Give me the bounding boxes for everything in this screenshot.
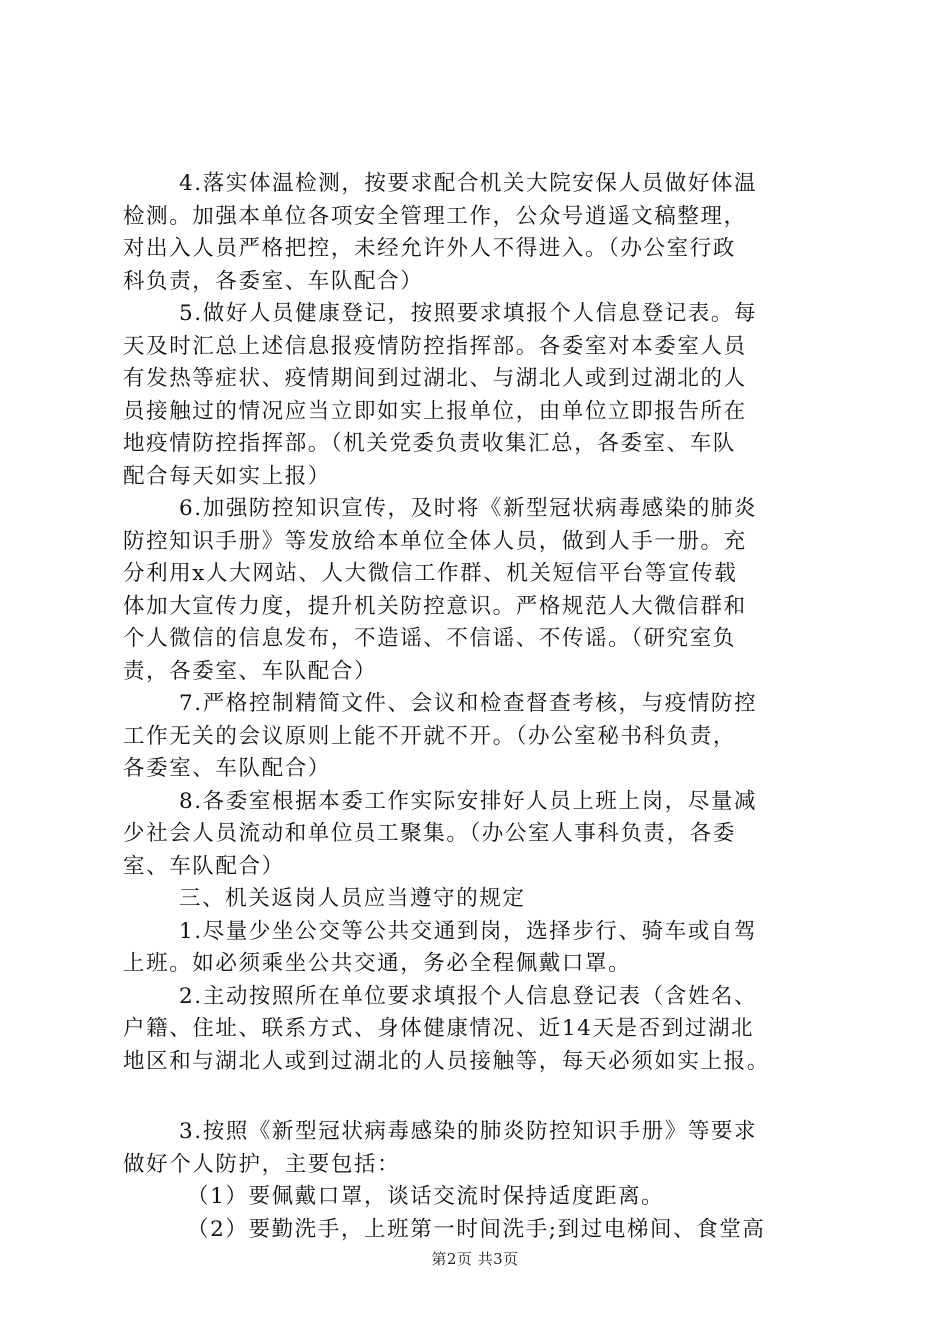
paragraph-line: 天及时汇总上述信息报疫情防控指挥部。各委室对本委室人员	[123, 333, 747, 359]
paragraph-line: 3.按照《新型冠状病毒感染的肺炎防控知识手册》等要求	[179, 1119, 758, 1144]
paragraph-line: 科负责，各委室、车队配合）	[123, 268, 424, 294]
paragraph-line: 员接触过的情况应当立即如实上报单位，由单位立即报告所在	[123, 398, 747, 424]
paragraph-line: 工作无关的会议原则上能不开就不开。（办公室秘书科负责，	[123, 723, 736, 749]
paragraph-line: 6.加强防控知识宣传，及时将《新型冠状病毒感染的肺炎	[179, 496, 758, 521]
paragraph-line: 配合每天如实上报）	[123, 463, 331, 489]
paragraph-line: 室、车队配合）	[123, 853, 285, 879]
paragraph-line: 地区和与湖北人或到过湖北的人员接触等，每天必须如实上报。	[123, 1048, 770, 1074]
paragraph-line: 地疫情防控指挥部。（机关党委负责收集汇总，各委室、车队	[123, 431, 736, 456]
paragraph-line: 上班。如必须乘坐公共交通，务必全程佩戴口罩。	[123, 951, 632, 976]
paragraph-line: 责，各委室、车队配合）	[123, 658, 378, 684]
document-body	[123, 168, 835, 1246]
paragraph-line: 分利用x人大网站、人大微信工作群、机关短信平台等宣传载	[123, 561, 738, 586]
paragraph-line: 7.严格控制精简文件、会议和检查督查考核，与疫情防控	[179, 691, 758, 716]
paragraph-line: 有发热等症状、疫情期间到过湖北、与湖北人或到过湖北的人	[123, 366, 747, 391]
paragraph-line: 8.各委室根据本委工作实际安排好人员上班上岗，尽量减	[179, 788, 758, 814]
paragraph-line: 1.尽量少坐公交等公共交通到岗，选择步行、骑车或自驾	[179, 918, 758, 944]
paragraph-line: 对出入人员严格把控，未经允许外人不得进入。（办公室行政	[123, 236, 736, 261]
paragraph-line: 防控知识手册》等发放给本单位全体人员，做到人手一册。充	[123, 528, 747, 554]
blank-line	[123, 1078, 835, 1116]
paragraph-line: 5.做好人员健康登记，按照要求填报个人信息登记表。每	[179, 301, 758, 326]
section-heading: 三、机关返岗人员应当遵守的规定	[179, 886, 526, 911]
paragraph-line: 2.主动按照所在单位要求填报个人信息登记表（含姓名、	[179, 983, 758, 1009]
paragraph-line: 少社会人员流动和单位员工聚集。（办公室人事科负责，各委	[123, 821, 736, 846]
paragraph-line: 体加大宣传力度，提升机关防控意识。严格规范人大微信群和	[123, 593, 747, 619]
paragraph-line: 户籍、住址、联系方式、身体健康情况、近14天是否到过湖北	[123, 1016, 755, 1041]
paragraph-line: 各委室、车队配合）	[123, 756, 331, 781]
paragraph-line: 个人微信的信息发布，不造谣、不信谣、不传谣。（研究室负	[123, 626, 736, 651]
page-number-footer: 第2页 共3页	[431, 1250, 519, 1268]
paragraph-line: 4.落实体温检测，按要求配合机关大院安保人员做好体温	[179, 171, 758, 196]
list-item: （1）要佩戴口罩，谈话交流时保持适度距离。	[187, 1184, 665, 1209]
paragraph-line: 检测。加强本单位各项安全管理工作，公众号逍遥文稿整理，	[123, 203, 747, 229]
paragraph-line: 做好个人防护，主要包括：	[123, 1151, 401, 1177]
list-item: （2）要勤洗手，上班第一时间洗手;到过电梯间、食堂高	[187, 1216, 766, 1242]
